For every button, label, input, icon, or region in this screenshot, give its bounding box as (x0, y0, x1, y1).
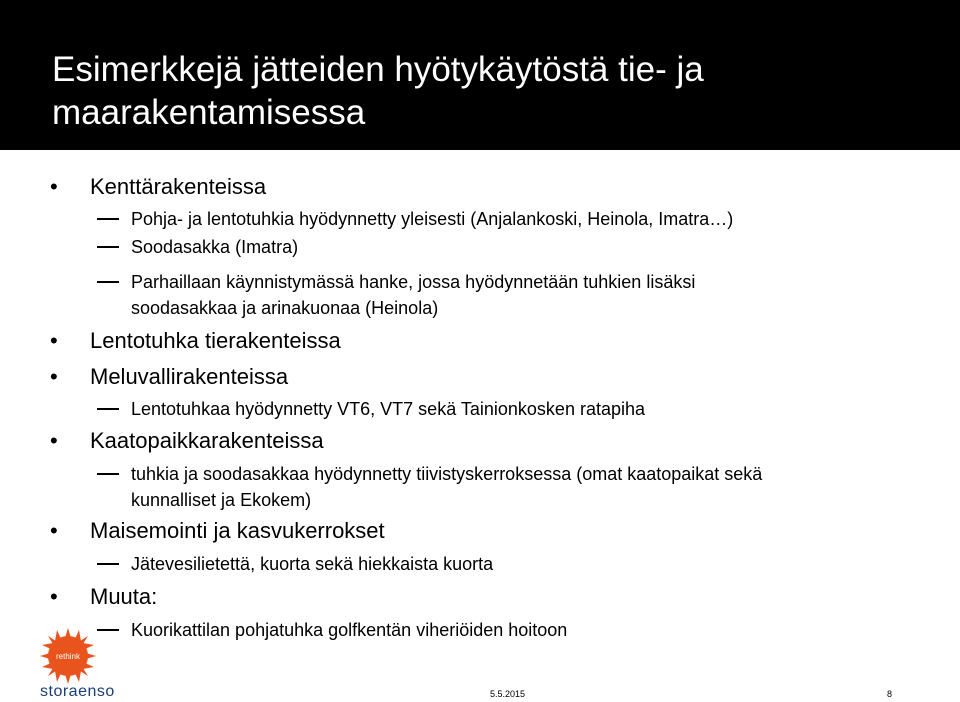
bullet-icon: • (50, 364, 58, 389)
dash-icon (97, 473, 119, 475)
bullet-text: Kaatopaikkarakenteissa (90, 428, 324, 453)
sub-bullet-text: Parhaillaan käynnistymässä hanke, jossa hyödynnetään tuhkien lisäksi (131, 272, 696, 292)
title-line-2: maarakentamisessa (52, 93, 366, 132)
bullet-icon: • (50, 428, 58, 453)
sub-bullet-text: Kuorikattilan pohjatuhka golfkentän viheriöiden hoitoon (131, 620, 568, 640)
dash-icon (97, 629, 119, 631)
bullet-text: Kenttärakenteissa (90, 174, 267, 199)
slide-title (52, 48, 932, 134)
bullet-text: Lentotuhka tierakenteissa (90, 328, 341, 353)
sub-bullet-text: Lentotuhkaa hyödynnetty VT6, VT7 sekä Tainionkosken ratapiha (131, 399, 646, 419)
title-bar (0, 0, 960, 150)
dash-icon (97, 408, 119, 410)
footer-date: 5.5.2015 (490, 689, 526, 699)
badge-text: rethink (55, 652, 81, 661)
sub-bullet-text: tuhkia ja soodasakkaa hyödynnetty tiivistyskerroksessa (omat kaatopaikat sekä (131, 464, 763, 484)
dash-icon (97, 246, 119, 248)
page-number: 8 (887, 689, 893, 699)
bullet-icon: • (50, 518, 58, 543)
sub-bullet-text: Jätevesilietettä, kuorta sekä hiekkaista kuorta (131, 554, 494, 574)
sub-bullet-text: Pohja- ja lentotuhkia hyödynnetty yleisesti (Anjalankoski, Heinola, Imatra…) (131, 209, 734, 229)
title-line-1: Esimerkkejä jätteiden hyötykäytöstä tie- ja (52, 50, 704, 89)
dash-icon (97, 281, 119, 283)
sub-bullet-text: Soodasakka (Imatra) (131, 237, 299, 257)
sub-bullet-text-cont: soodasakkaa ja arinakuonaa (Heinola) (131, 298, 439, 318)
storaenso-logo: storaenso (40, 683, 115, 700)
bullet-text: Meluvallirakenteissa (90, 364, 289, 389)
rethink-badge-icon (38, 626, 98, 686)
bullet-text: Muuta: (90, 584, 158, 609)
dash-icon (97, 218, 119, 220)
bullet-icon: • (50, 328, 58, 353)
sub-bullet-text-cont: kunnalliset ja Ekokem) (131, 490, 312, 510)
bullet-text: Maisemointi ja kasvukerrokset (90, 518, 385, 543)
dash-icon (97, 563, 119, 565)
bullet-icon: • (50, 174, 58, 199)
bullet-icon: • (50, 584, 58, 609)
